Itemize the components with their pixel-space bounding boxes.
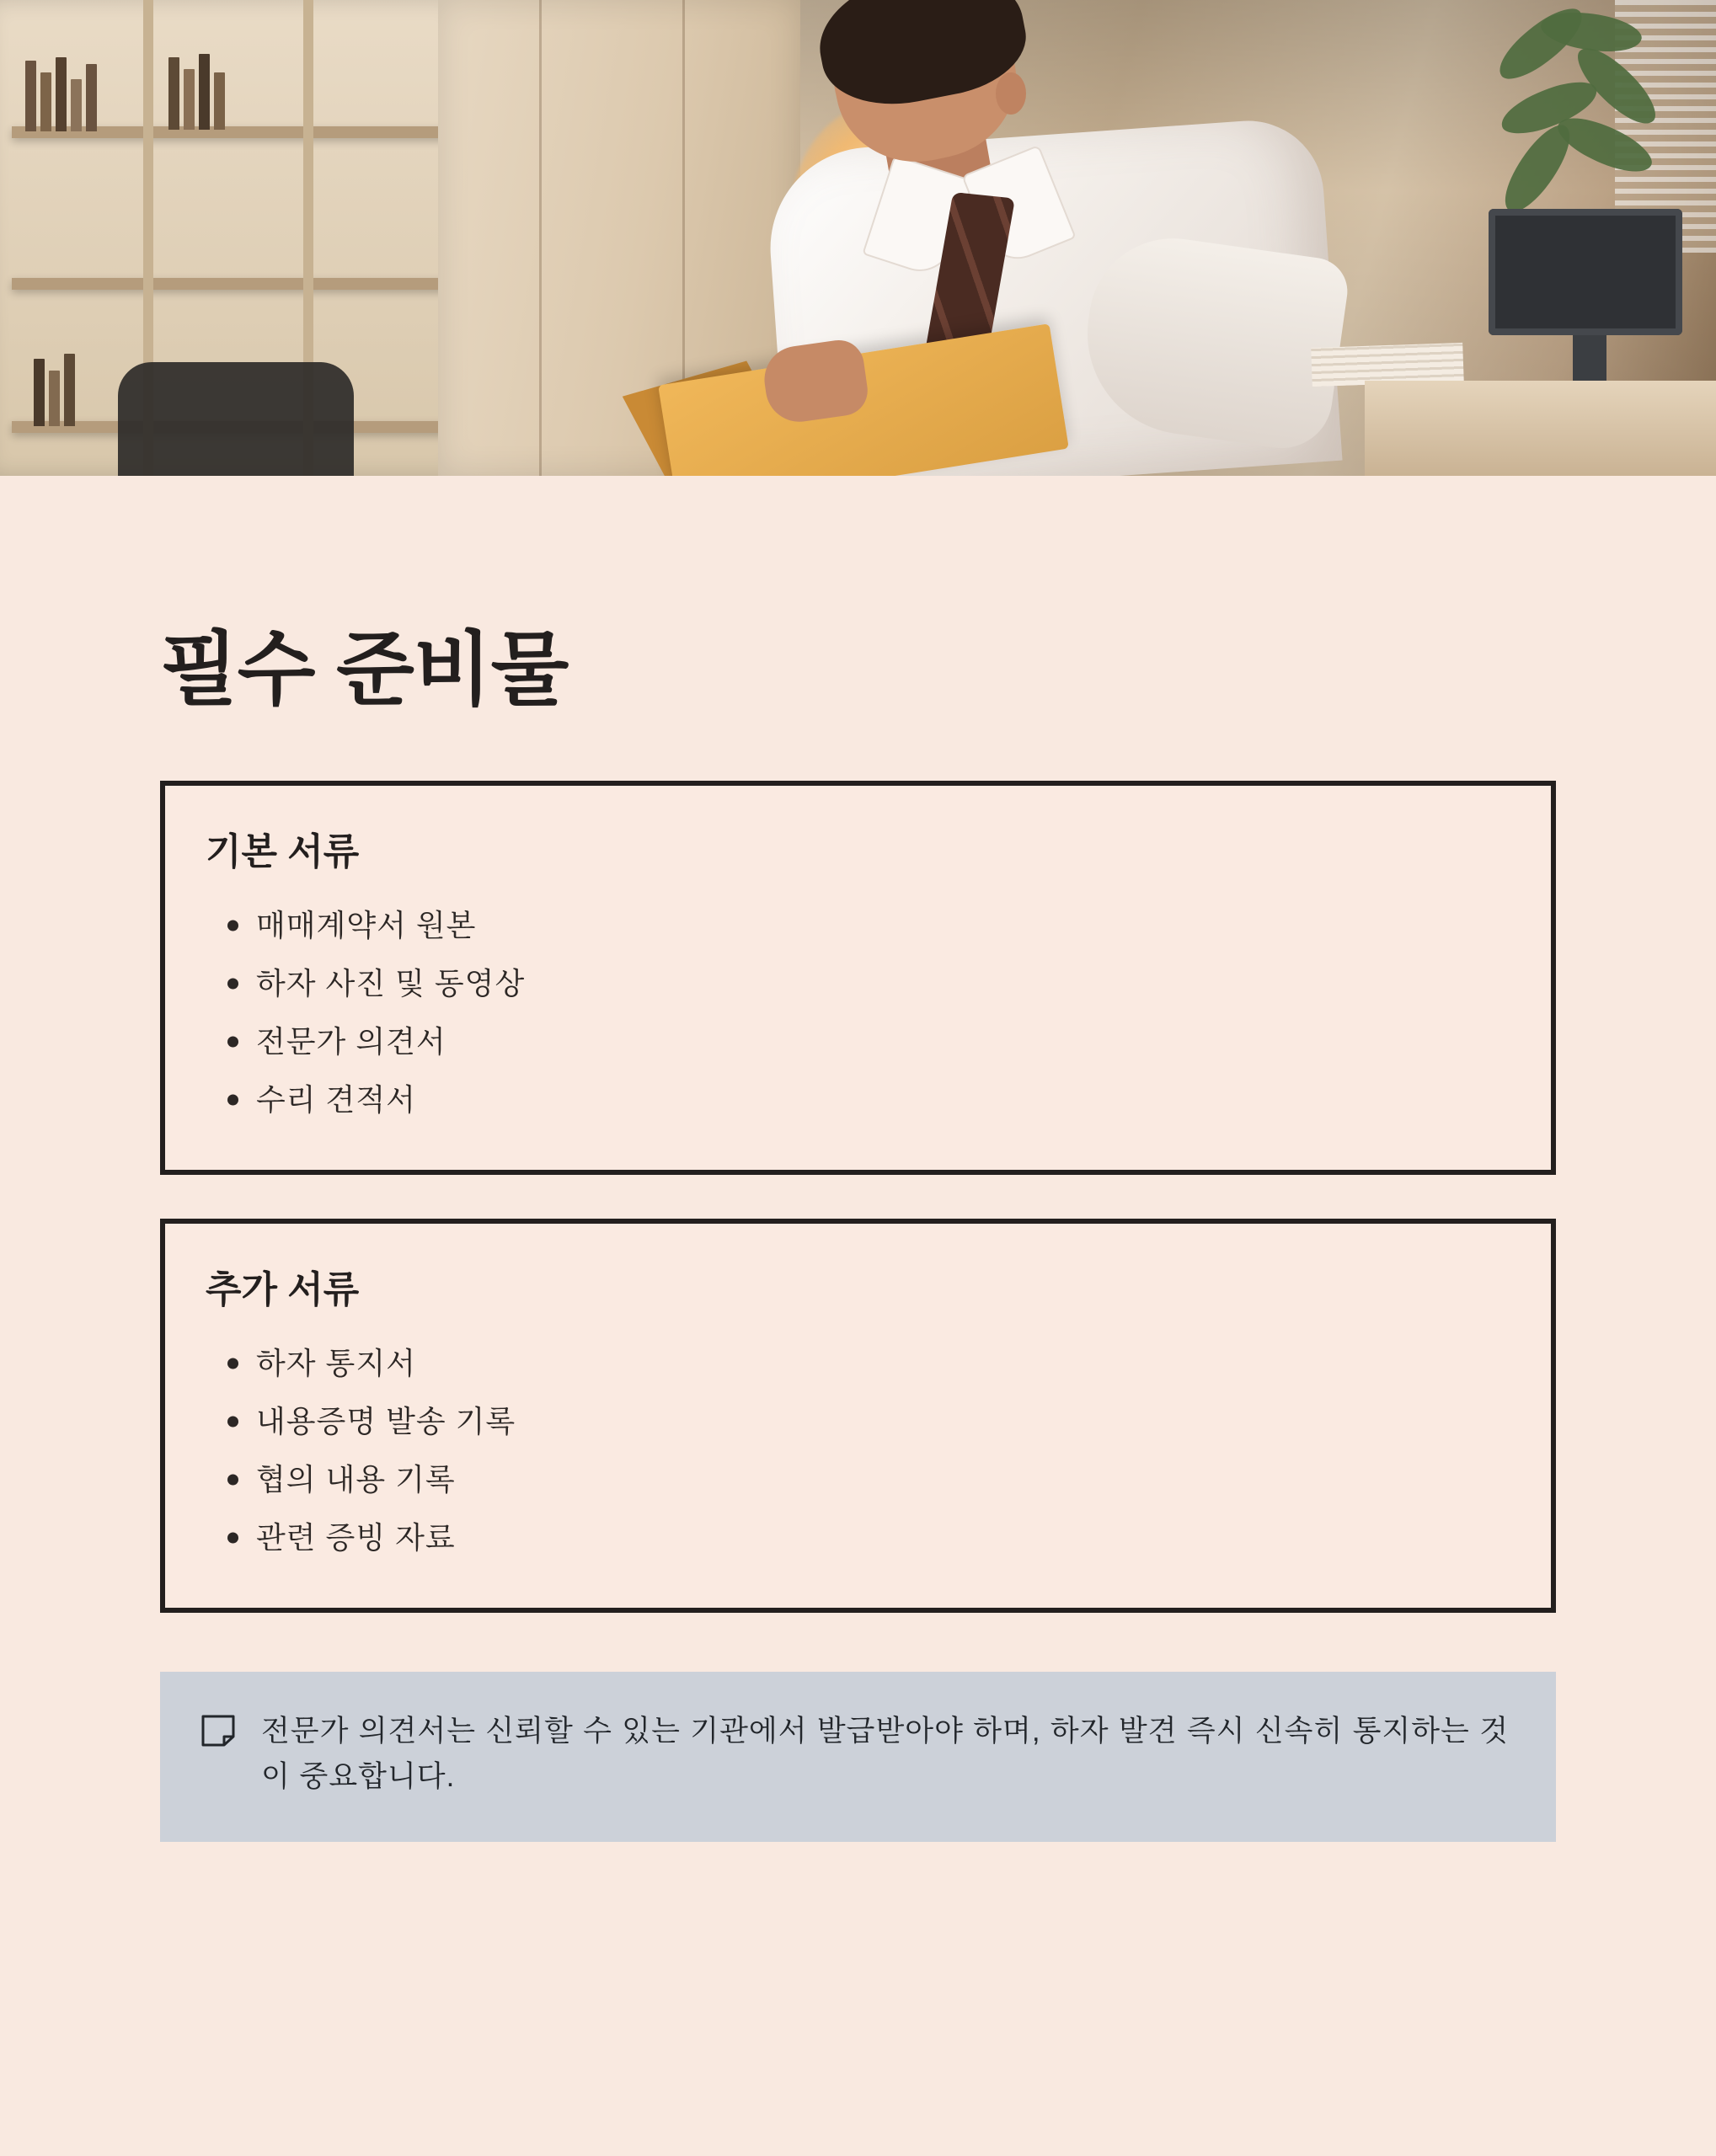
page-title: 필수 준비물 (160, 625, 569, 715)
computer-monitor (1489, 209, 1682, 335)
note-callout (160, 1672, 1556, 1843)
monitor-stand (1573, 335, 1606, 381)
note-icon (200, 1714, 236, 1748)
list-item: 협의 내용 기록 (256, 1451, 1510, 1509)
note-text: 전문가 의견서는 신뢰할 수 있는 기관에서 발급받아야 하며, 하자 발견 즉시 신속히 통지하는 것이 중요합니다. (261, 1714, 1509, 1793)
desk-surface (1365, 381, 1716, 476)
list-item: 내용증명 발송 기록 (256, 1393, 1510, 1451)
hero-image (0, 0, 1716, 476)
person-figure (724, 0, 1415, 476)
card-list (206, 1335, 1510, 1567)
card-title: 추가 서류 (206, 1268, 360, 1310)
list-item: 매매계약서 원본 (256, 897, 1510, 955)
list-item: 전문가 의견서 (256, 1013, 1510, 1071)
card-basic-documents (160, 781, 1556, 1175)
list-item: 수리 견적서 (256, 1071, 1510, 1129)
potted-plant (1482, 8, 1676, 236)
card-additional-documents (160, 1219, 1556, 1613)
list-item: 하자 통지서 (256, 1335, 1510, 1393)
office-chair (118, 362, 354, 476)
card-title: 기본 서류 (206, 830, 360, 873)
content-area (0, 476, 1716, 1842)
list-item: 하자 사진 및 동영상 (256, 955, 1510, 1013)
card-list (206, 897, 1510, 1129)
list-item: 관련 증빙 자료 (256, 1509, 1510, 1567)
